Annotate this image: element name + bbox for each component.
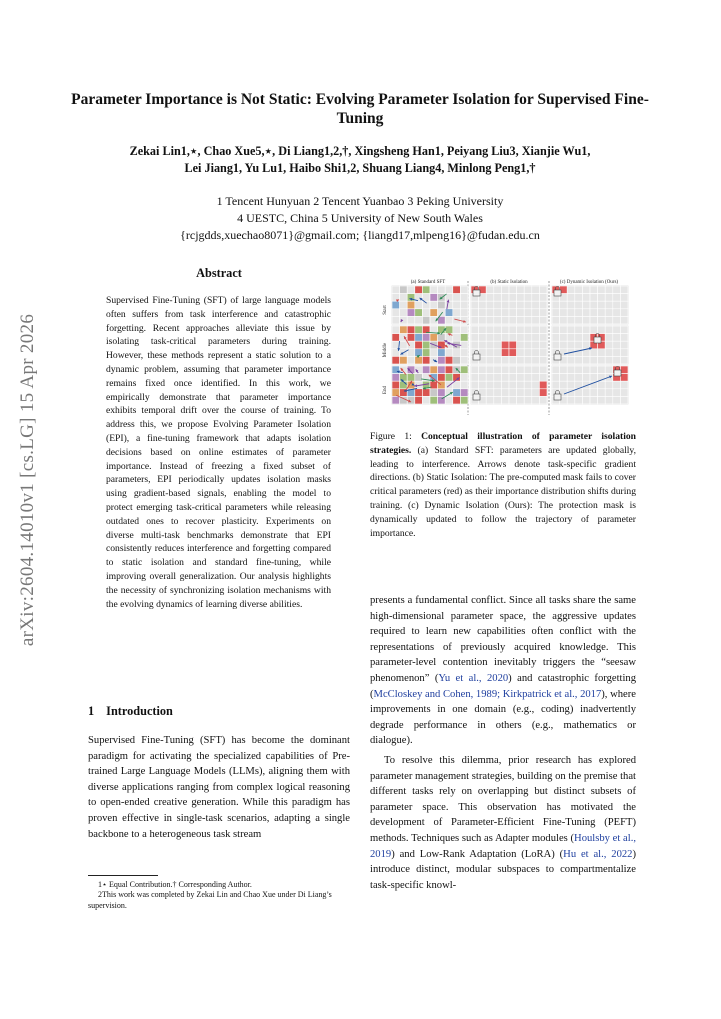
authors-line-2: Lei Jiang1, Yu Lu1, Haibo Shi1,2, Shuang Liang4, Minlong Peng1,† <box>184 161 536 175</box>
caption-label: Figure 1: <box>370 431 422 442</box>
lock-icon <box>554 354 561 360</box>
figure-row-middle-label: Middle <box>383 342 388 358</box>
abstract-body: Supervised Fine-Tuning (SFT) of large language models often suffers from task interference and catastrophic forgetting. Recent approaches alleviate this issue by isolating task-critical parameters during training. However, these methods represent a static solution to a dynamic problem, assuming that parameter importance remains fixed once identified. In this work, we empirically demonstrate that parameter importance exhibits temporal drift over the course of training. To address this, we propose Evolving Parameter Isolation (EPI), a fine-tuning framework that adapts isolation decisions based on online estimates of parameter importance. Instead of freezing a fixed subset of parameters, EPI periodically updates isolation masks using gradient-based signals, enabling the model to protect emerging task-critical parameters while releasing outdated ones to recover plasticity. Experiments on diverse multi-task benchmarks demonstrate that EPI consistently reduces interference and forgetting compared to static isolation and standard fine-tuning, while improving overall generalization. Our analysis highlights the necessity of synchronizing isolation mechanisms with the evolving dynamics of learning diverse abilities. <box>106 295 331 610</box>
footnotes <box>88 880 350 911</box>
figure-panels <box>392 286 628 404</box>
affiliations <box>80 193 640 244</box>
figure-1-illustration <box>372 275 634 417</box>
lock-icon <box>554 290 561 296</box>
citation-link[interactable]: Houlsby et al., 2019 <box>370 832 636 860</box>
text-run: ) and catastrophic forgetting ( <box>370 672 636 700</box>
citation-link[interactable]: Hu et al., 2022 <box>563 848 633 860</box>
footnote-2: 2This work was completed by Zekai Lin and Chao Xue under Di Liang’s supervision. <box>88 890 332 910</box>
introduction-paragraph: Supervised Fine-Tuning (SFT) has become the dominant paradigm for activating the specialized capabilities of Pre-trained Large Language Models (LLMs), aligning them with diverse applications ranging from complex logical reasoning to open-ended creative generation. While this paradigm has proven effective in single-task scenarios, adapting a single backbone to a heterogeneous task stream <box>88 735 350 840</box>
figure-col-b-label: (b) Static Isolation <box>490 280 528 285</box>
figure-col-c-label: (c) Dynamic Isolation (Ours) <box>559 280 619 285</box>
text-run: ) introduce distinct, modular subspaces to compartmentalize task-specific knowl- <box>370 848 636 891</box>
caption-bold-title: Conceptual illustration of parameter isolation strategies. <box>370 431 636 456</box>
lock-icon <box>473 290 480 296</box>
lock-icon <box>473 394 480 400</box>
lock-icon <box>473 354 480 360</box>
affiliation-line-1: 1 Tencent Hunyuan 2 Tencent Yuanbao 3 Peking University <box>216 194 504 208</box>
lock-icon <box>554 394 561 400</box>
text-run: ), where improvements in one domain (e.g., coding) inadvertently degrade performance in others (e.g., mathematics or dialogue). <box>370 688 636 747</box>
lock-icon <box>614 370 621 376</box>
lock-icon <box>594 337 601 343</box>
text-run: ) and Low-Rank Adaptation (LoRA) ( <box>391 848 564 860</box>
section-number: 1 <box>88 704 95 718</box>
authors-line-1: Zekai Lin1,⋆, Chao Xue5,⋆, Di Liang1,2,†, Xingsheng Han1, Peiyang Liu3, Xianjie Wu1, <box>129 144 591 158</box>
right-column-body <box>370 593 636 893</box>
caption-text: (a) Standard SFT: parameters are updated globally, leading to interference. Arrows denote task-specific gradient directions. (b) Static Isolation: The pre-computed mask fails to cover critical parameters (red) as their importance distribution shifts during training. (c) Dynamic Isolation (Ours): The protection mask is dynamically updated to follow the trajectory of parameter importance. <box>370 444 636 539</box>
email-line: {rcjgdds,xuechao8071}@gmail.com; {liangd17,mlpeng16}@fudan.edu.cn <box>180 228 540 242</box>
paragraph-seesaw <box>370 593 636 749</box>
section-heading-introduction <box>88 704 173 719</box>
footnote-1: 1⋆ Equal Contribution.† Corresponding Author. <box>98 880 252 889</box>
arxiv-id-stamp: arXiv:2604.14010v1 [cs.LG] 15 Apr 2026 <box>17 313 38 647</box>
abstract-heading: Abstract <box>196 266 242 280</box>
text-run: To resolve this dilemma, prior research has explored parameter management strategies, building on the premise that different tasks rely on overlapping but distinct subsets of parameter space. This observation has motivated the development of Parameter-Efficient Fine-Tuning (PEFT) methods. Techniques such as Adapter modules ( <box>370 754 636 844</box>
affiliation-line-2: 4 UESTC, China 5 University of New South Wales <box>237 211 483 225</box>
section-title: Introduction <box>106 704 173 718</box>
figure-1-caption <box>370 430 636 540</box>
text-run: presents a fundamental conflict. Since all tasks share the same high-dimensional parameter space, the aggressive updates required to learn new capabilities often conflict with the representations of previously acquired knowledge. This parameter-level contention inevitably triggers the “seesaw phenomenon” ( <box>370 595 636 684</box>
paragraph-prior-research <box>370 753 636 893</box>
figure-row-end-label: End <box>383 385 388 395</box>
figure-row-start-label: Start <box>383 305 388 315</box>
citation-link[interactable]: McCloskey and Cohen, 1989; Kirkpatrick et al., 2017 <box>373 688 602 700</box>
footnote-rule <box>88 875 158 876</box>
citation-link[interactable]: Yu et al., 2020 <box>438 672 509 684</box>
author-list <box>50 143 670 177</box>
paper-title: Parameter Importance is Not Static: Evolving Parameter Isolation for Supervised Fine-Tuning <box>71 91 649 127</box>
figure-col-a-label: (a) Standard SFT <box>410 280 446 285</box>
arxiv-sidebar <box>8 295 48 665</box>
